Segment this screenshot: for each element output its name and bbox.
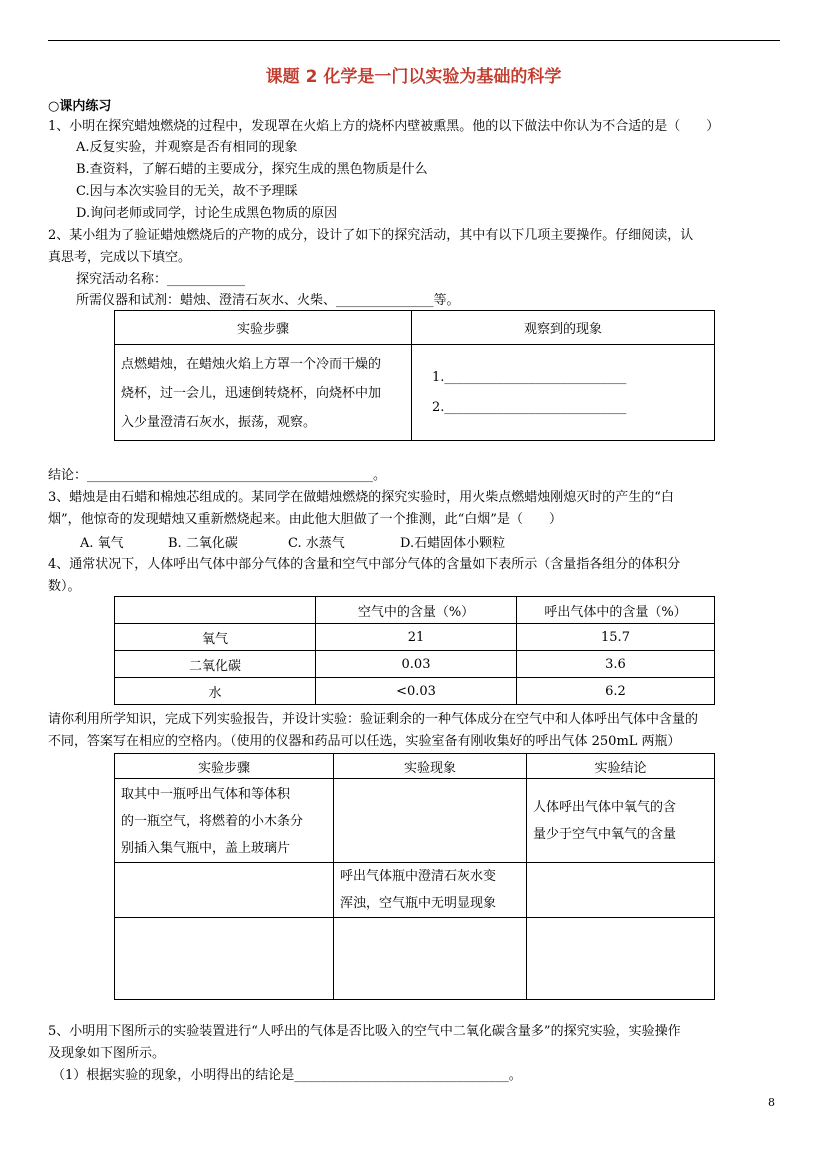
q4-task-line1: 请你利用所学知识，完成下列实验报告，并设计实验：验证剩余的一种气体成分在空气中和人体呼出气体中含量的 (48, 712, 699, 727)
report-header-phenomena: 实验现象 (334, 754, 527, 779)
report-phenomenon-cell-blank[interactable] (334, 918, 527, 1000)
report-conclusion-line: 量少于空气中氧气的含量 (533, 826, 677, 842)
q2-activity-name: 探究活动名称：____________ (76, 272, 246, 287)
q3-option-c: C. 水蒸气 (288, 536, 345, 551)
report-step-cell (115, 779, 334, 863)
report-conclusion-cell (527, 779, 715, 863)
report-step-line: 别插入集气瓶中，盖上玻璃片 (121, 841, 291, 856)
q2-table (114, 310, 715, 441)
q2-conclusion: 结论：____________________________________________。 (48, 468, 387, 483)
exhaled-content-cell: 15.7 (517, 624, 715, 651)
q1-option-d: D.询问老师或同学，讨论生成黑色物质的原因 (76, 206, 338, 221)
q2-step-line: 点燃蜡烛，在蜡烛火焰上方罩一个冷而干燥的 (121, 356, 382, 372)
table-row (115, 779, 715, 863)
q5-subquestion-1: （1）根据实验的现象，小明得出的结论是_________________________________。 (52, 1068, 522, 1083)
air-content-cell: 0.03 (316, 651, 517, 678)
table-row (115, 918, 715, 1000)
report-phenomenon-cell (334, 863, 527, 918)
q2-observation-2: 2.____________________________ (432, 399, 627, 415)
q3-stem-line1: 3、蜡烛是由石蜡和棉烛芯组成的。某同学在做蜡烛燃烧的探究实验时，用火柴点燃蜡烛刚熄灭时的产生的“白 (48, 490, 674, 505)
report-conclusion-cell-blank[interactable] (527, 918, 715, 1000)
q1-option-a: A.反复实验，并观察是否有相同的现象 (76, 140, 298, 155)
gas-content-table (114, 596, 715, 705)
page-number: 8 (768, 1096, 775, 1109)
q2-step-line: 烧杯，过一会儿，迅速倒转烧杯，向烧杯中加 (121, 385, 382, 401)
q2-step-line: 入少量澄清石灰水，振荡，观察。 (121, 414, 317, 430)
section-heading: ○课内练习 (48, 99, 112, 114)
q5-stem-line1: 5、小明用下图所示的实验装置进行“人呼出的气体是否比吸入的空气中二氧化碳含量多”的探究实验，实验操作 (48, 1024, 681, 1039)
q3-option-d: D.石蜡固体小颗粒 (400, 536, 506, 551)
report-step-cell-blank[interactable] (115, 863, 334, 918)
q2-observation-cell (412, 345, 715, 441)
exhaled-content-cell: 3.6 (517, 651, 715, 678)
q2-materials: 所需仪器和试剂：蜡烛、澄清石灰水、火柴、_______________等。 (76, 293, 460, 308)
report-step-line: 的一瓶空气，将燃着的小木条分 (121, 814, 304, 829)
q3-option-b: B. 二氧化碳 (168, 536, 238, 551)
table-row (115, 651, 715, 678)
experiment-report-table (114, 753, 715, 1000)
q2-header-observations: 观察到的现象 (412, 311, 715, 345)
q4-stem-line2: 数）。 (48, 579, 81, 594)
header-rule (48, 40, 780, 41)
gas-table-header (115, 597, 316, 624)
q3-stem-line2: 烟”，他惊奇的发现蜡烛又重新燃烧起来。由此他大胆做了一个推测，此“白烟”是（ ） (48, 512, 562, 527)
q2-stem-line1: 2、某小组为了验证蜡烛燃烧后的产物的成分，设计了如下的探究活动，其中有以下几项主要操作。仔细阅读，认 (48, 228, 694, 243)
report-header-conclusions: 实验结论 (527, 754, 715, 779)
gas-name-cell: 水 (115, 678, 316, 705)
gas-table-header: 呼出气体中的含量（%） (517, 597, 715, 624)
gas-name-cell: 二氧化碳 (115, 651, 316, 678)
air-content-cell: 21 (316, 624, 517, 651)
q2-header-steps: 实验步骤 (115, 311, 412, 345)
report-header-steps: 实验步骤 (115, 754, 334, 779)
report-step-line: 取其中一瓶呼出气体和等体积 (121, 787, 291, 802)
table-row (115, 624, 715, 651)
gas-name-cell: 氧气 (115, 624, 316, 651)
q4-stem-line1: 4、通常状况下，人体呼出气体中部分气体的含量和空气中部分气体的含量如下表所示（含量指各组分的体积分 (48, 557, 681, 572)
q2-observation-1: 1.____________________________ (432, 369, 627, 385)
q2-step-cell (115, 345, 412, 441)
air-content-cell: <0.03 (316, 678, 517, 705)
report-phenomenon-line: 浑浊，空气瓶中无明显现象 (340, 896, 497, 911)
q1-option-b: B.查资料，了解石蜡的主要成分，探究生成的黑色物质是什么 (76, 162, 428, 177)
q4-task-line2: 不同，答案写在相应的空格内。（使用的仪器和药品可以任选，实验室备有刚收集好的呼出气体 250mL 两瓶） (48, 734, 681, 749)
table-row (115, 678, 715, 705)
exhaled-content-cell: 6.2 (517, 678, 715, 705)
q1-option-c: C.因与本次实验目的无关，故不予理睬 (76, 184, 298, 199)
report-conclusion-line: 人体呼出气体中氧气的含 (533, 799, 677, 815)
table-row (115, 863, 715, 918)
q3-option-a: A. 氧气 (80, 536, 124, 551)
page-title: 课题 2 化学是一门以实验为基础的科学 (265, 67, 562, 87)
q2-stem-line2: 真思考，完成以下填空。 (48, 250, 192, 265)
q5-stem-line2: 及现象如下图所示。 (48, 1046, 166, 1061)
q1-stem: 1、小明在探究蜡烛燃烧的过程中，发现罩在火焰上方的烧杯内壁被熏黑。他的以下做法中你认为不合适的是（ ） (48, 119, 720, 134)
report-step-cell-blank[interactable] (115, 918, 334, 1000)
report-phenomenon-line: 呼出气体瓶中澄清石灰水变 (340, 869, 497, 884)
gas-table-header: 空气中的含量（%） (316, 597, 517, 624)
report-conclusion-cell-blank[interactable] (527, 863, 715, 918)
report-phenomenon-cell-blank[interactable] (334, 779, 527, 863)
